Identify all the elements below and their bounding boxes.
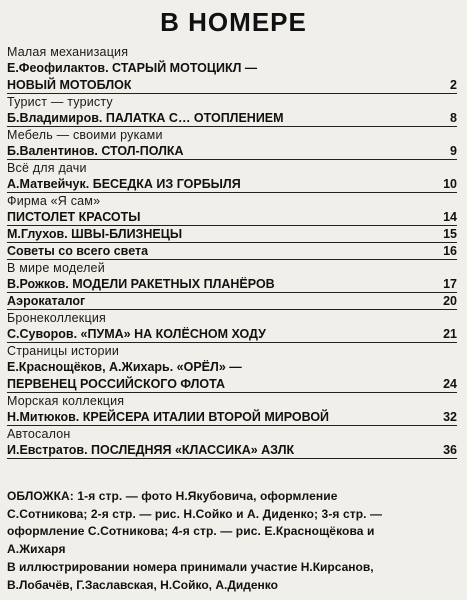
toc-entry[interactable] (7, 243, 457, 260)
toc-entry-title: Советы со всего света (7, 244, 149, 258)
toc-section-heading: Всё для дачи (7, 161, 87, 175)
toc-entry-title: ПИСТОЛЕТ КРАСОТЫ (7, 210, 141, 224)
toc-entry-title: В.Рожков. МОДЕЛИ РАКЕТНЫХ ПЛАНЁРОВ (7, 277, 275, 291)
toc-section-heading: Морская коллекция (7, 394, 125, 408)
toc-entry-title: М.Глухов. ШВЫ-БЛИЗНЕЦЫ (7, 227, 183, 241)
toc-entry-title: НОВЫЙ МОТОБЛОК (7, 78, 132, 92)
toc-entry-title: Б.Валентинов. СТОЛ-ПОЛКА (7, 144, 184, 158)
toc-page-number: 8 (450, 111, 457, 125)
toc-page-number: 21 (443, 327, 457, 341)
illustration-credit-line: В иллюстрировании номера принимали участие Н.Кирсанов, (7, 560, 374, 574)
toc-page-number: 15 (443, 227, 457, 241)
toc-entry[interactable] (7, 60, 457, 94)
toc-section-heading: Страницы истории (7, 344, 120, 358)
toc-entry-title: С.Суворов. «ПУМА» НА КОЛЁСНОМ ХОДУ (7, 327, 266, 341)
toc-entry[interactable] (7, 143, 457, 160)
page-title: В НОМЕРЕ (160, 7, 307, 37)
toc-divider (7, 93, 457, 94)
toc-page-number: 32 (443, 410, 457, 424)
toc-page-number: 36 (443, 443, 457, 457)
cover-credit-line: С.Сотникова; 2-я стр. — рис. Н.Сойко и А. Диденко; 3-я стр. — (7, 506, 383, 521)
toc-divider (7, 342, 457, 343)
toc-entry[interactable] (7, 442, 457, 459)
toc-entry-title: ПЕРВЕНЕЦ РОССИЙСКОГО ФЛОТА (7, 377, 225, 391)
toc-divider (7, 159, 457, 160)
toc-page-number: 10 (443, 177, 457, 191)
toc-divider (7, 425, 457, 426)
toc-page-number: 20 (443, 294, 457, 308)
toc-section-heading: Малая механизация (7, 45, 129, 59)
toc-section-heading: Бронеколлекция (7, 311, 106, 325)
table-of-contents (7, 44, 457, 459)
toc-section-heading: Мебель — своими руками (7, 128, 163, 142)
toc-divider (7, 259, 457, 260)
cover-credit-line: ОБЛОЖКА: 1-я стр. — фото Н.Якубовича, оформление (7, 489, 338, 503)
toc-page-number: 17 (443, 277, 457, 291)
toc-entry-title: И.Евстратов. ПОСЛЕДНЯЯ «КЛАССИКА» АЗЛК (7, 443, 295, 457)
toc-section-heading: Автосалон (7, 427, 71, 441)
toc-entry-title: Е.Феофилактов. СТАРЫЙ МОТОЦИКЛ — (7, 61, 258, 75)
toc-entry[interactable] (7, 409, 457, 426)
toc-entry[interactable] (7, 293, 457, 310)
toc-page-number: 9 (450, 144, 457, 158)
toc-entry[interactable] (7, 176, 457, 193)
toc-section-heading: Фирма «Я сам» (7, 194, 101, 208)
cover-credit-line: А.Жихаря (7, 541, 66, 556)
toc-entry[interactable] (7, 326, 457, 343)
toc-entry[interactable] (7, 110, 457, 127)
toc-divider (7, 126, 457, 127)
illustration-credit-line: В.Лобачёв, Г.Заславская, Н.Сойко, А.Диденко (7, 578, 278, 592)
toc-page-number: 14 (443, 210, 457, 224)
toc-entry-title: Б.Владимиров. ПАЛАТКА С… ОТОПЛЕНИЕМ (7, 111, 284, 125)
toc-divider (7, 392, 457, 393)
toc-page-number: 24 (443, 377, 457, 391)
cover-credits (7, 488, 459, 558)
toc-entry[interactable] (7, 359, 457, 393)
illustration-credits (7, 558, 459, 594)
toc-entry[interactable] (7, 209, 457, 226)
cover-credit-line: оформление С.Сотникова; 4-я стр. — рис. Е.Краснощёкова и (7, 524, 375, 538)
toc-section-heading: В мире моделей (7, 261, 105, 275)
toc-entry-title: Аэрокаталог (7, 294, 86, 308)
toc-divider (7, 458, 457, 459)
toc-section-heading: Турист — туристу (7, 95, 113, 109)
toc-entry-title: А.Матвейчук. БЕСЕДКА ИЗ ГОРБЫЛЯ (7, 177, 241, 191)
toc-page-number: 2 (450, 78, 457, 92)
toc-entry-title: Е.Краснощёков, А.Жихарь. «ОРЁЛ» — (7, 360, 242, 374)
toc-page-number: 16 (443, 244, 457, 258)
toc-entry-title: Н.Митюков. КРЕЙСЕРА ИТАЛИИ ВТОРОЙ МИРОВОЙ (7, 410, 330, 424)
toc-divider (7, 309, 457, 310)
toc-divider (7, 192, 457, 193)
toc-entry[interactable] (7, 226, 457, 243)
toc-entry[interactable] (7, 276, 457, 293)
